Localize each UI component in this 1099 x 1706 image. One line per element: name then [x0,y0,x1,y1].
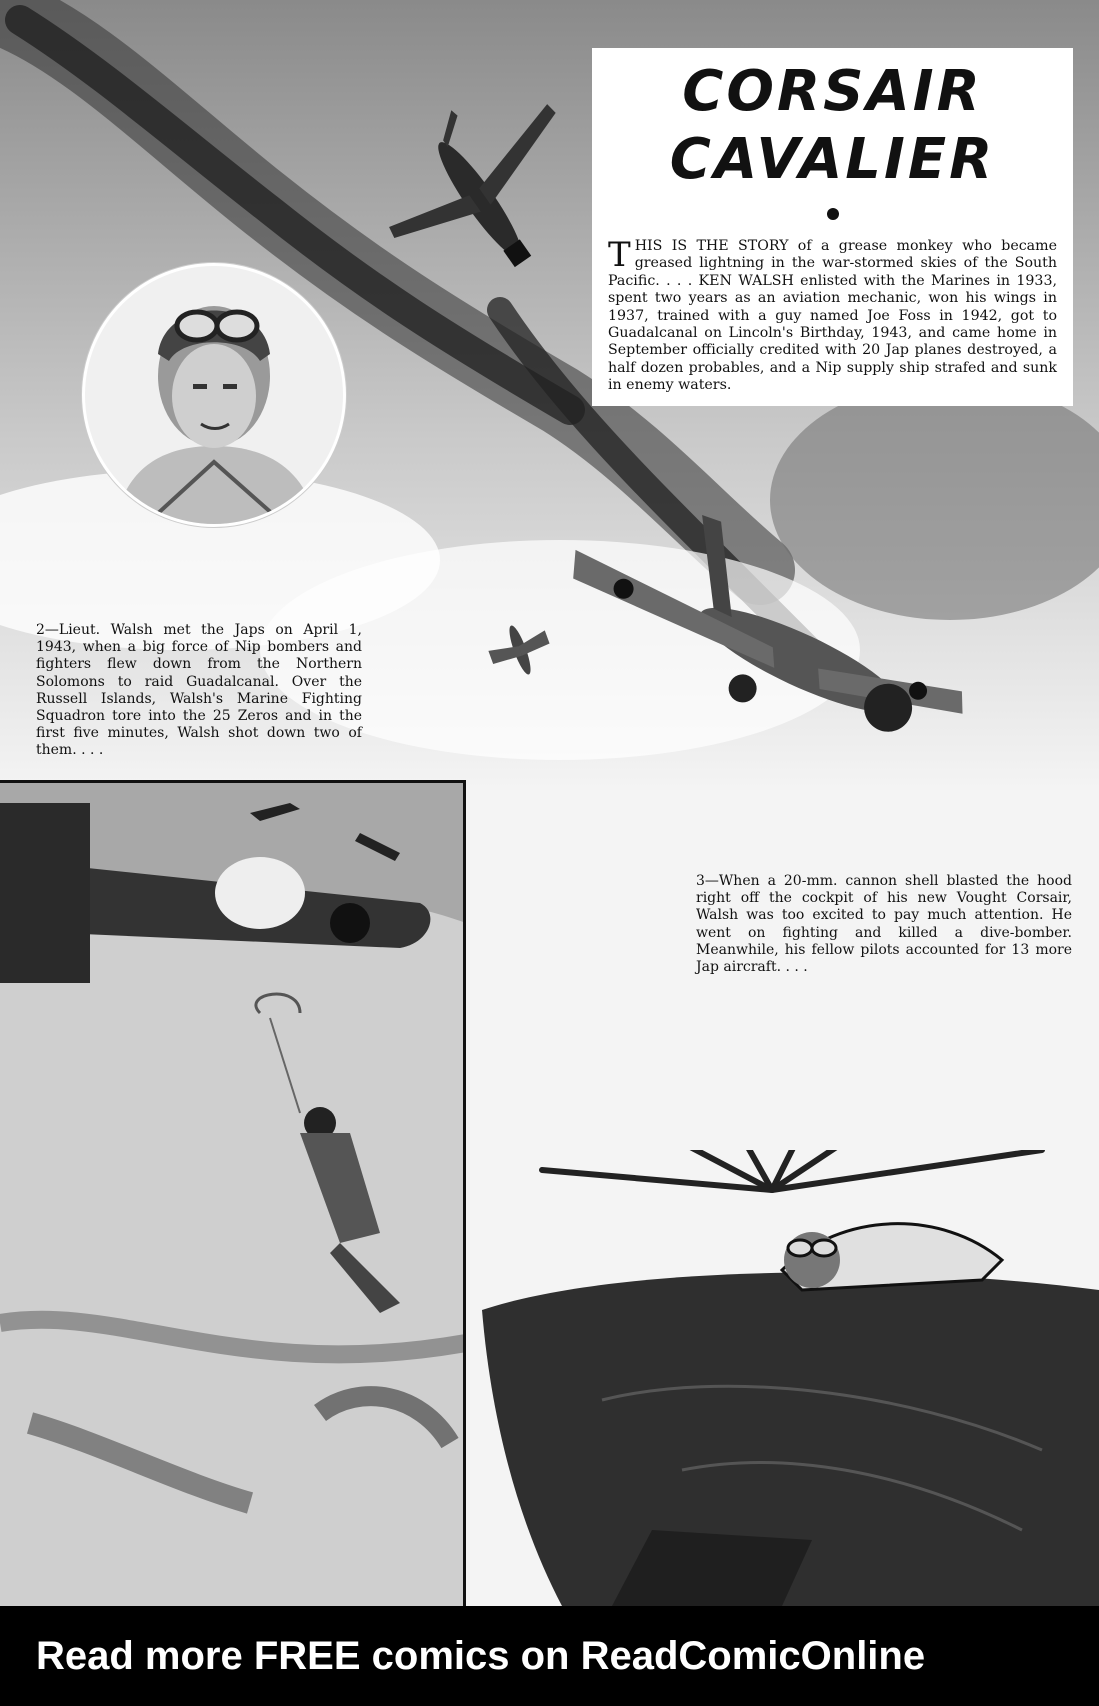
pilot-portrait [82,263,346,527]
title-line-1: CORSAIR [682,59,983,124]
title-box [592,48,1073,406]
panel-cockpit-explosion [482,1150,1099,1606]
bullet-divider [827,208,839,220]
caption-panel-2: 2—Lieut. Walsh met the Japs on April 1, 1943, when a big force of Nip bombers and fighters flew down from the Northern Solomons to raid Guadalcanal. Over the Russell Islands, Walsh's Marine Fighting Squadron tore into the 25 Zeros and in the first five minutes, Walsh shot down two of them. . . . [36,622,362,759]
page-title [608,58,1057,194]
intro-dropcap: T [608,235,631,275]
panel-parachute [0,780,466,1606]
caption-panel-3: 3—When a 20-mm. cannon shell blasted the hood right off the cockpit of his new Vought Corsair, Walsh was too excited to pay much attention. He went on fighting and killed a dive-bomber. Meanwhile, his fellow pilots accounted for 13 more Jap aircraft. . . . [696,873,1072,976]
intro-body: HIS IS THE STORY of a grease monkey who became greased lightning in the war-stormed skies of the South Pacific. . . . KEN WALSH enlisted with the Marines in 1933, spent two years as an aviation mechanic, won his wings in 1937, trained with a guy named Joe Foss in 1942, got to Guadalcanal on Lincoln's Birthday, 1943, and came home in September officially credited with 20 Jap planes destroyed, a half dozen probables, and a Nip supply ship strafed and sunk in enemy waters. [608,238,1057,394]
parachute-icon [215,857,305,929]
title-line-2: CAVALIER [669,127,996,192]
read-more-banner[interactable]: Read more FREE comics on ReadComicOnline [0,1606,1099,1706]
intro-text [608,235,1057,395]
